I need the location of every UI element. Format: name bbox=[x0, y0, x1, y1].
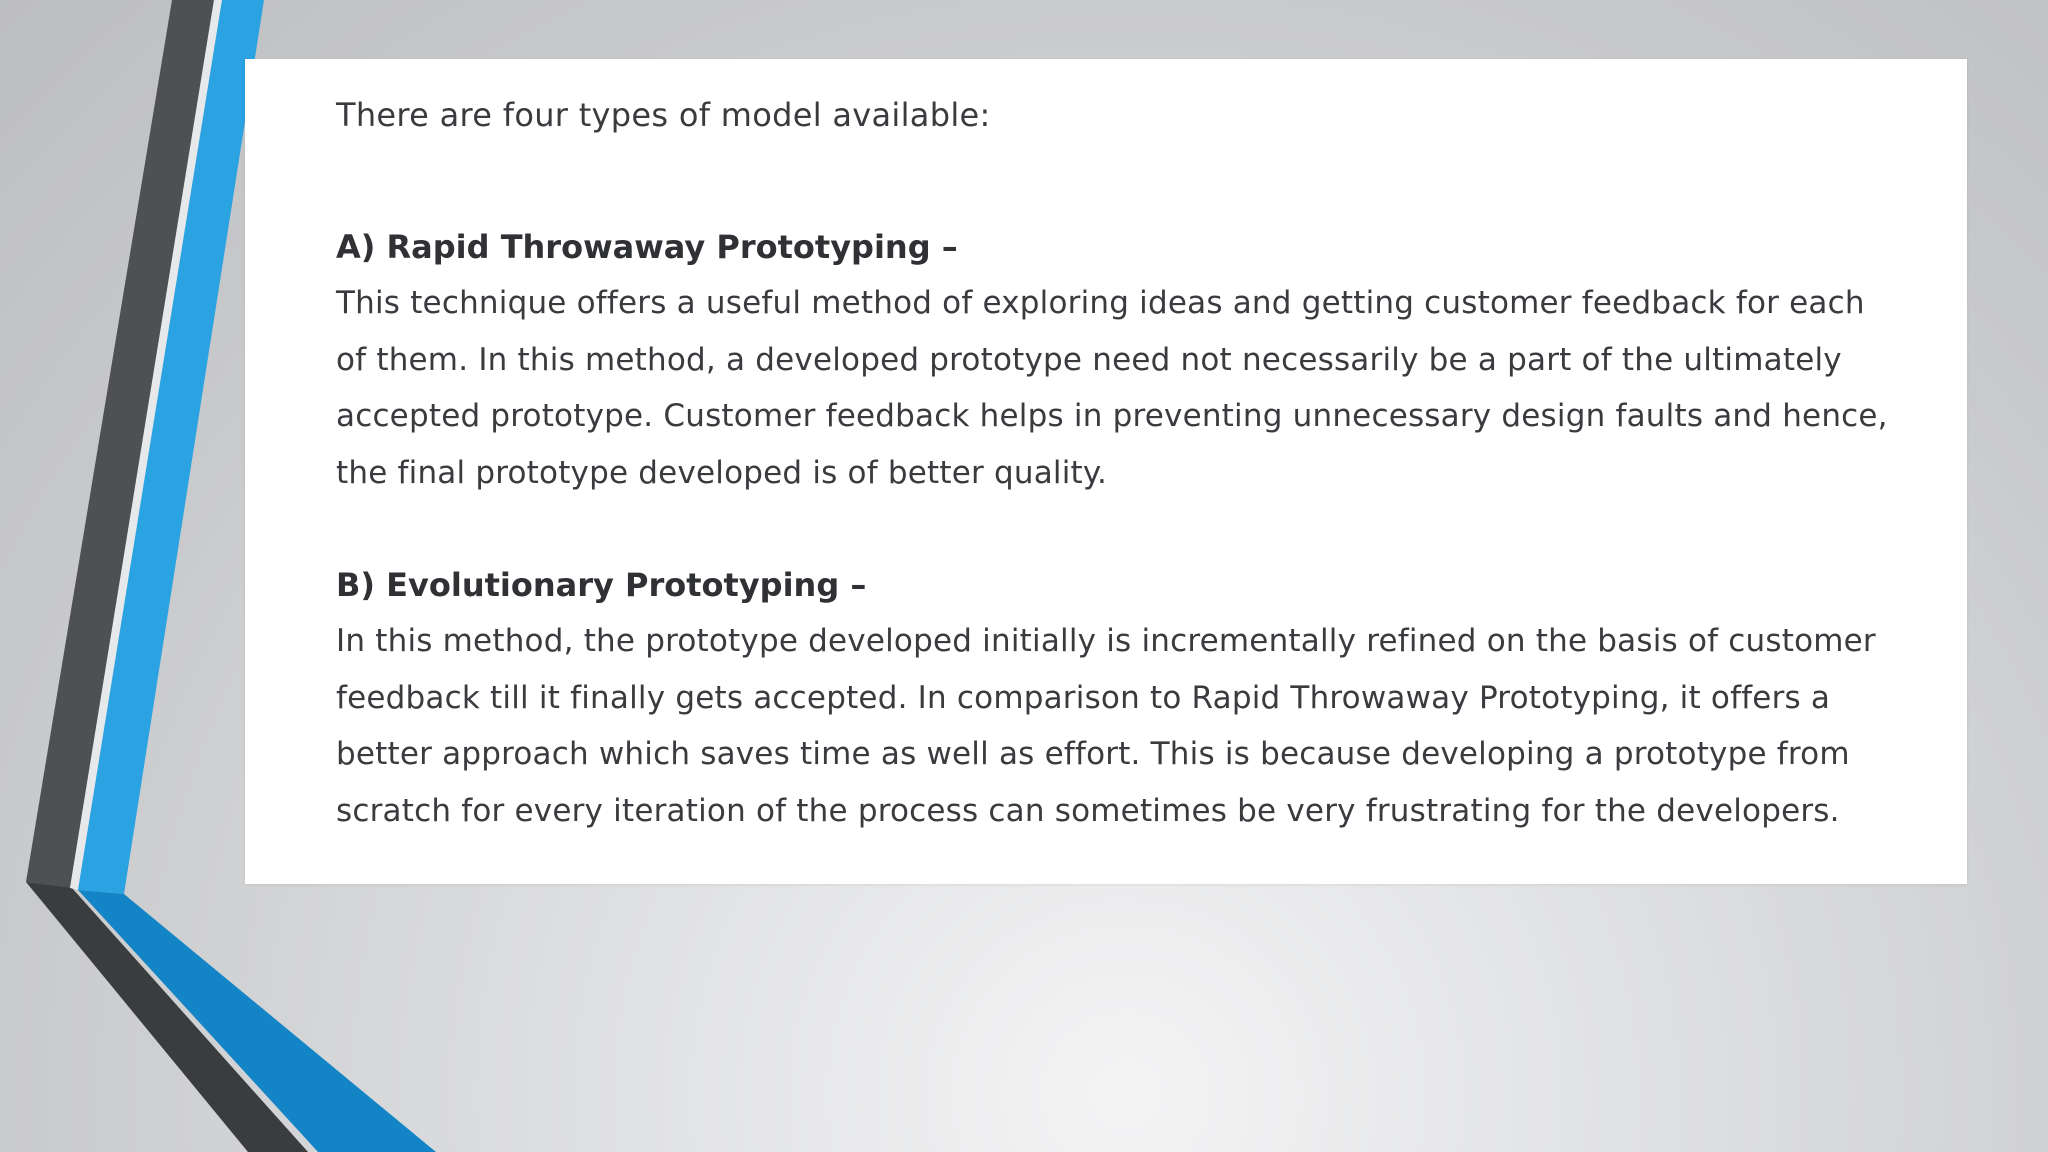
section-body: This technique offers a useful method of exploring ideas and getting customer feedback for each of them. In this method, a developed prototype need not necessarily be a part of the ultimately accepted prototype. Customer feedback helps in preventing unnecessary design faults and hence, the final prototype developed is of better quality. bbox=[336, 285, 1888, 491]
section-evolutionary bbox=[336, 557, 1897, 839]
content-card bbox=[245, 59, 1967, 884]
section-rapid-throwaway bbox=[336, 219, 1897, 501]
section-title: B) Evolutionary Prototyping – bbox=[336, 566, 867, 604]
section-title: A) Rapid Throwaway Prototyping – bbox=[336, 228, 958, 266]
section-body: In this method, the prototype developed initially is incrementally refined on the basis of customer feedback till it finally gets accepted. In comparison to Rapid Throwaway Prototyping, it offers a better approach which saves time as well as effort. This is because developing a prototype from scratch for every iteration of the process can sometimes be very frustrating for the developers. bbox=[336, 623, 1876, 829]
light-stripe bbox=[70, 0, 222, 890]
intro-text: There are four types of model available: bbox=[336, 96, 991, 134]
